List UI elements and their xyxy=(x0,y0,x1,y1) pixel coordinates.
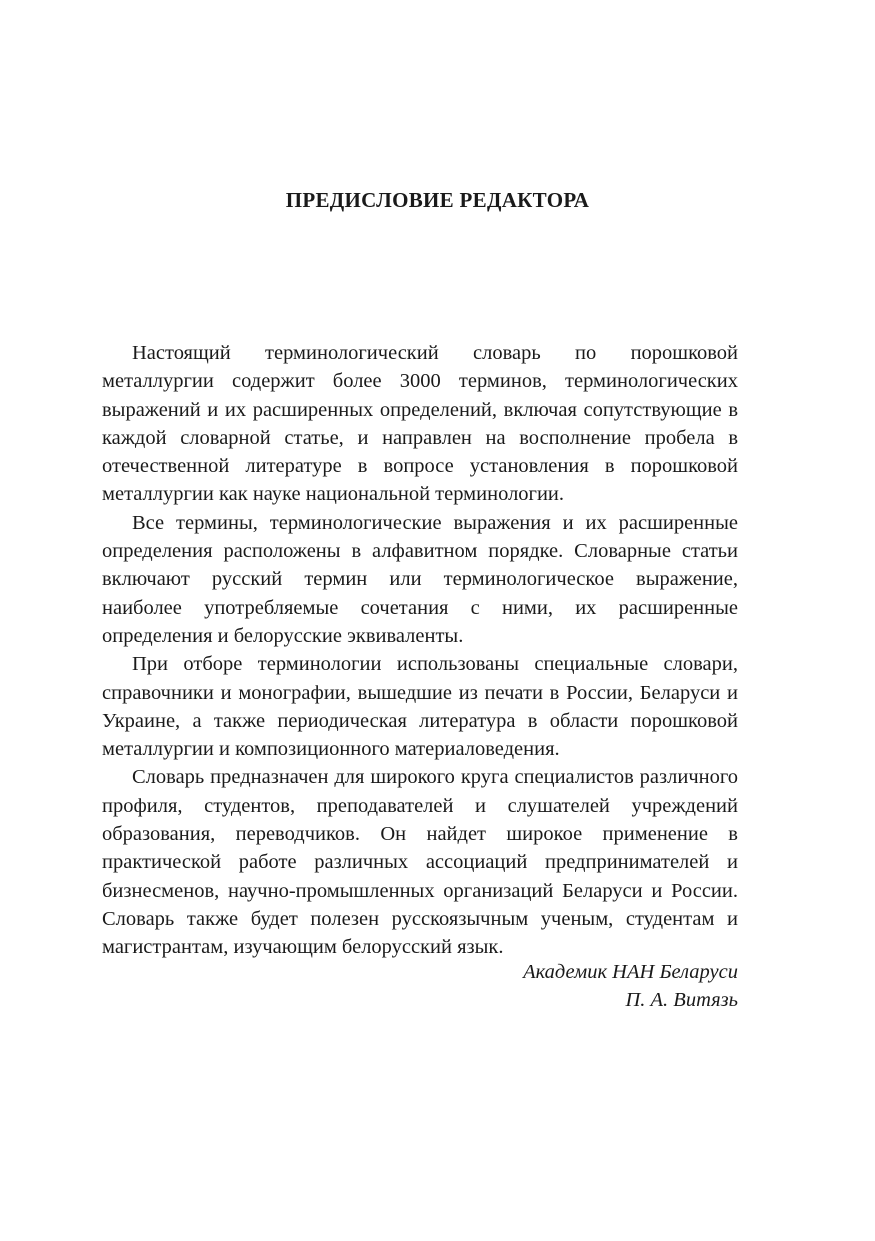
signature-name: П. А. Витязь xyxy=(625,989,738,1012)
paragraph-3: При отборе терминологии использованы специальные словари, справочники и монографии, вышедшие из печати в России, Беларуси и Украине, а также периодическая литература в области порошковой металлургии и композиционного материаловедения. xyxy=(102,653,738,761)
signature-position: Академик НАН Беларуси xyxy=(523,961,738,983)
paragraph-1: Настоящий терминологический словарь по порошковой металлургии содержит более 3000 терминов, терминологических выражений и их расширенных определений, включая сопутствующие в каждой словарной статье, и направлен на восполнение пробела в отечественной литературе в вопросе установления в порошковой металлургии как науке национальной терминологии. xyxy=(102,342,738,506)
signature-block xyxy=(523,958,738,1015)
preface-body xyxy=(102,339,738,962)
page-title: ПРЕДИСЛОВИЕ РЕДАКТОРА xyxy=(285,188,590,212)
paragraph-2: Все термины, терминологические выражения и их расширенные определения расположены в алфавитном порядке. Словарные статьи включают русский термин или терминологическое выражение, наиболее употребляемые сочетания с ними, их расширенные определения и белорусские эквиваленты. xyxy=(102,511,738,647)
paragraph-4: Словарь предназначен для широкого круга специалистов различного профиля, студентов, преподавателей и слушателей учреждений образования, переводчиков. Он найдет широкое применение в практической работе различных ассоциаций предпринимателей и бизнесменов, научно-промышленных организаций Беларуси и России. Словарь также будет полезен русскоязычным ученым, студентам и магистрантам, изучающим белорусский язык. xyxy=(102,766,738,959)
